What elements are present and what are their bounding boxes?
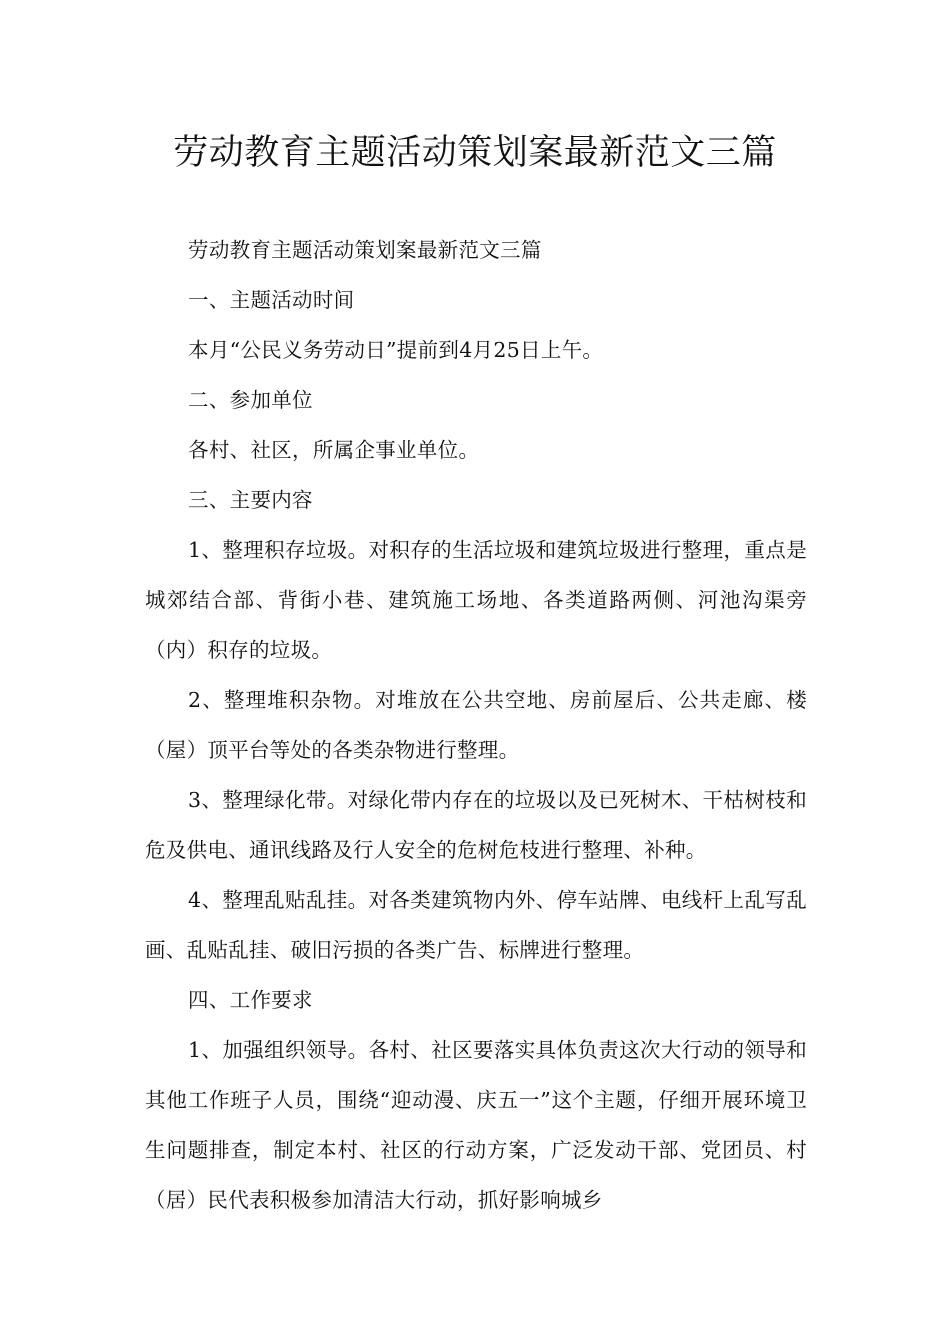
- document-body: [145, 225, 807, 1225]
- section-heading-content: 三、主要内容: [188, 488, 313, 512]
- paragraph-content-2: 2、整理堆积杂物。对堆放在公共空地、房前屋后、公共走廊、楼（屋）顶平台等处的各类杂物进行整理。: [145, 688, 807, 762]
- paragraph-participants: 各村、社区，所属企事业单位。: [188, 438, 480, 462]
- paragraph-time: 本月“公民义务劳动日”提前到4月25日上午。: [188, 338, 604, 362]
- paragraph-content-3: 3、整理绿化带。对绿化带内存在的垃圾以及已死树木、干枯树枝和危及供电、通讯线路及行人安全的危树危枝进行整理、补种。: [145, 788, 807, 862]
- section-heading-requirements: 四、工作要求: [188, 988, 313, 1012]
- paragraph-requirements-1: 1、加强组织领导。各村、社区要落实具体负责这次大行动的领导和其他工作班子人员，围绕“迎动漫、庆五一”这个主题，仔细开展环境卫生问题排查，制定本村、社区的行动方案，广泛发动干部、党团员、村（居）民代表积极参加清洁大行动，抓好影响城乡: [145, 1038, 807, 1212]
- paragraph-subtitle: 劳动教育主题活动策划案最新范文三篇: [188, 238, 542, 262]
- document-title: 劳动教育主题活动策划案最新范文三篇: [173, 133, 777, 173]
- paragraph-content-4: 4、整理乱贴乱挂。对各类建筑物内外、停车站牌、电线杆上乱写乱画、乱贴乱挂、破旧污损的各类广告、标牌进行整理。: [145, 888, 807, 962]
- section-heading-time: 一、主题活动时间: [188, 288, 355, 312]
- section-heading-participants: 二、参加单位: [188, 388, 313, 412]
- paragraph-content-1: 1、整理积存垃圾。对积存的生活垃圾和建筑垃圾进行整理，重点是城郊结合部、背街小巷、建筑施工场地、各类道路两侧、河池沟渠旁（内）积存的垃圾。: [145, 538, 807, 662]
